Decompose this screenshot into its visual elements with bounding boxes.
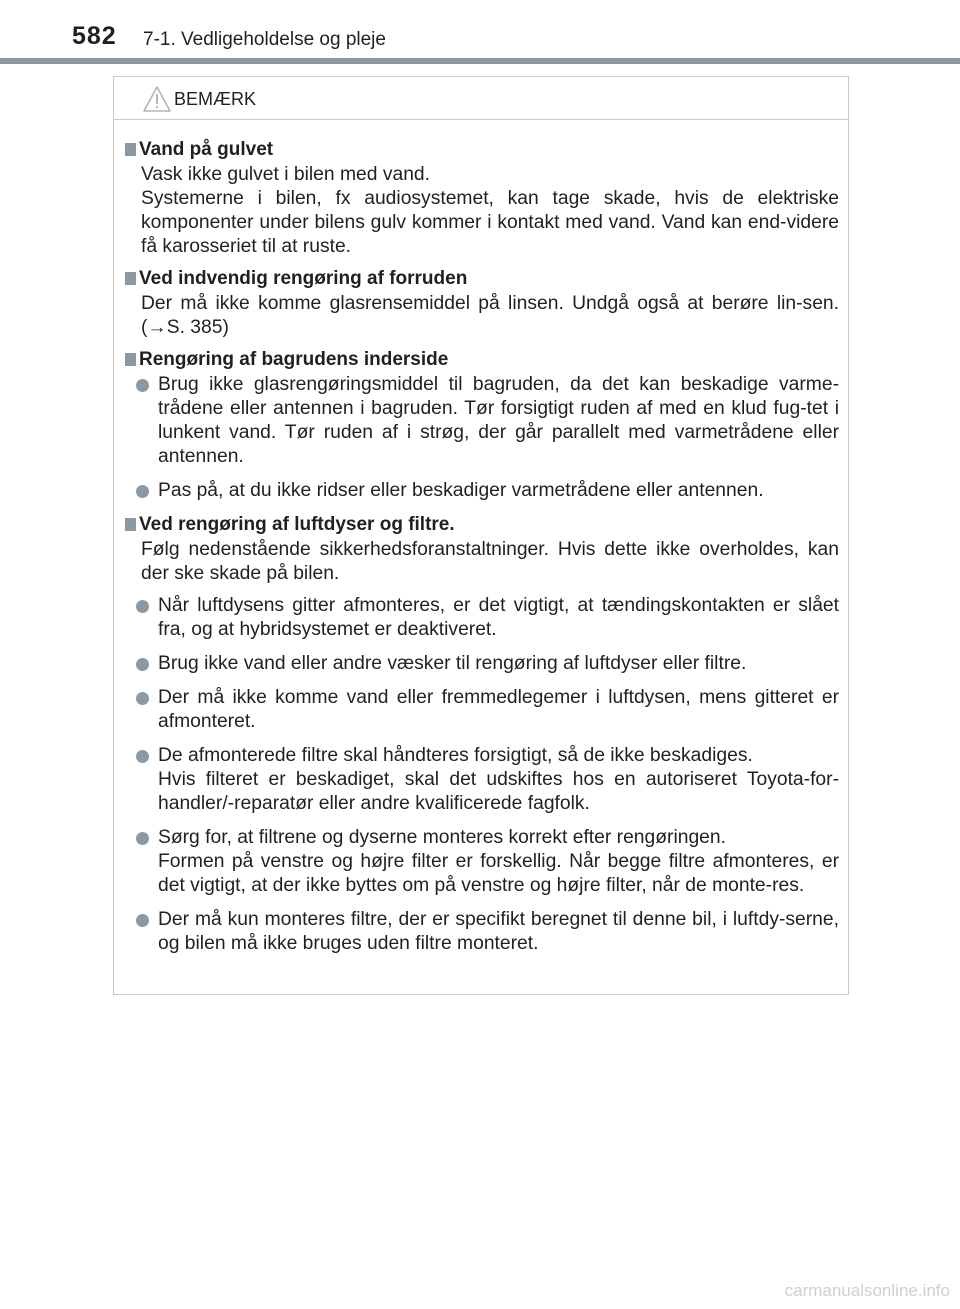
bullet-item: Sørg for, at filtrene og dyserne monteres korrekt efter rengøringen. Formen på venstre og højre filter er forskellig. Når begge filtre afmonteres, er det vigtigt, at der ikke byttes om på venstre og højre filter, når de monte-res. [114, 826, 839, 898]
notice-header [114, 77, 848, 120]
round-bullet-icon [136, 379, 149, 392]
notice-title: BEMÆRK [174, 89, 257, 109]
section-heading: Ved indvendig rengøring af forruden [114, 267, 839, 291]
paragraph: Der må ikke komme glasrensemiddel på linsen. Undgå også at berøre lin-sen. (→S. 385) [141, 293, 839, 338]
bullet-item: Der må kun monteres filtre, der er specifikt beregnet til denne bil, i luftdy-serne, og bilen må ikke bruges uden filtre monteret. [114, 908, 839, 956]
notice-box [113, 76, 849, 995]
round-bullet-icon [136, 832, 149, 845]
section-heading: Rengøring af bagrudens inderside [114, 348, 839, 372]
section-title: 7-1. Vedligeholdelse og pleje [143, 29, 386, 50]
notice-section [114, 267, 839, 340]
round-bullet-icon [136, 600, 149, 613]
bullet-item: Brug ikke glasrengøringsmiddel til bagruden, da det kan beskadige varme-trådene eller antennen i bagruden. Tør forsigtigt ruden af med en klud fug-tet i lunkent vand. Tør ruden af i strøg, der går parallelt med varmetrådene eller antennen. [114, 373, 839, 469]
round-bullet-icon [136, 692, 149, 705]
square-bullet-icon [125, 353, 136, 366]
header-rule [0, 58, 960, 64]
round-bullet-icon [136, 658, 149, 671]
paragraph: Følg nedenstående sikkerhedsforanstaltninger. Hvis dette ikke overholdes, kan der ske skade på bilen. [141, 539, 839, 584]
round-bullet-icon [136, 914, 149, 927]
warning-triangle-icon [142, 85, 172, 113]
paragraph: Vask ikke gulvet i bilen med vand. [141, 164, 431, 185]
notice-section [114, 513, 839, 956]
square-bullet-icon [125, 272, 136, 285]
watermark: carmanualsonline.info [784, 1281, 950, 1300]
square-bullet-icon [125, 143, 136, 156]
paragraph: Systemerne i bilen, fx audiosystemet, kan tage skade, hvis de elektriske komponenter under bilens gulv kommer i kontakt med vand. Vand kan end-videre få karosseriet til at ruste. [141, 188, 839, 257]
notice-section [114, 138, 839, 259]
notice-body [114, 120, 848, 956]
square-bullet-icon [125, 518, 136, 531]
bullet-item: De afmonterede filtre skal håndteres forsigtigt, så de ikke beskadiges. Hvis filteret er beskadiget, skal det udskiftes hos en autoriseret Toyota-for-handler/-reparatør eller andre kvalificerede fagfolk. [114, 744, 839, 816]
round-bullet-icon [136, 750, 149, 763]
round-bullet-icon [136, 485, 149, 498]
page-number: 582 [72, 22, 117, 50]
bullet-item: Brug ikke vand eller andre væsker til rengøring af luftdyser eller filtre. [114, 652, 839, 676]
bullet-item: Når luftdysens gitter afmonteres, er det vigtigt, at tændingskontakten er slået fra, og at hybridsystemet er deaktiveret. [114, 594, 839, 642]
section-heading: Vand på gulvet [114, 138, 839, 162]
bullet-item: Pas på, at du ikke ridser eller beskadiger varmetrådene eller antennen. [114, 479, 839, 503]
bullet-item: Der må ikke komme vand eller fremmedlegemer i luftdysen, mens gitteret er afmonteret. [114, 686, 839, 734]
section-heading: Ved rengøring af luftdyser og filtre. [114, 513, 839, 537]
page-header [0, 0, 960, 60]
notice-section [114, 348, 839, 503]
